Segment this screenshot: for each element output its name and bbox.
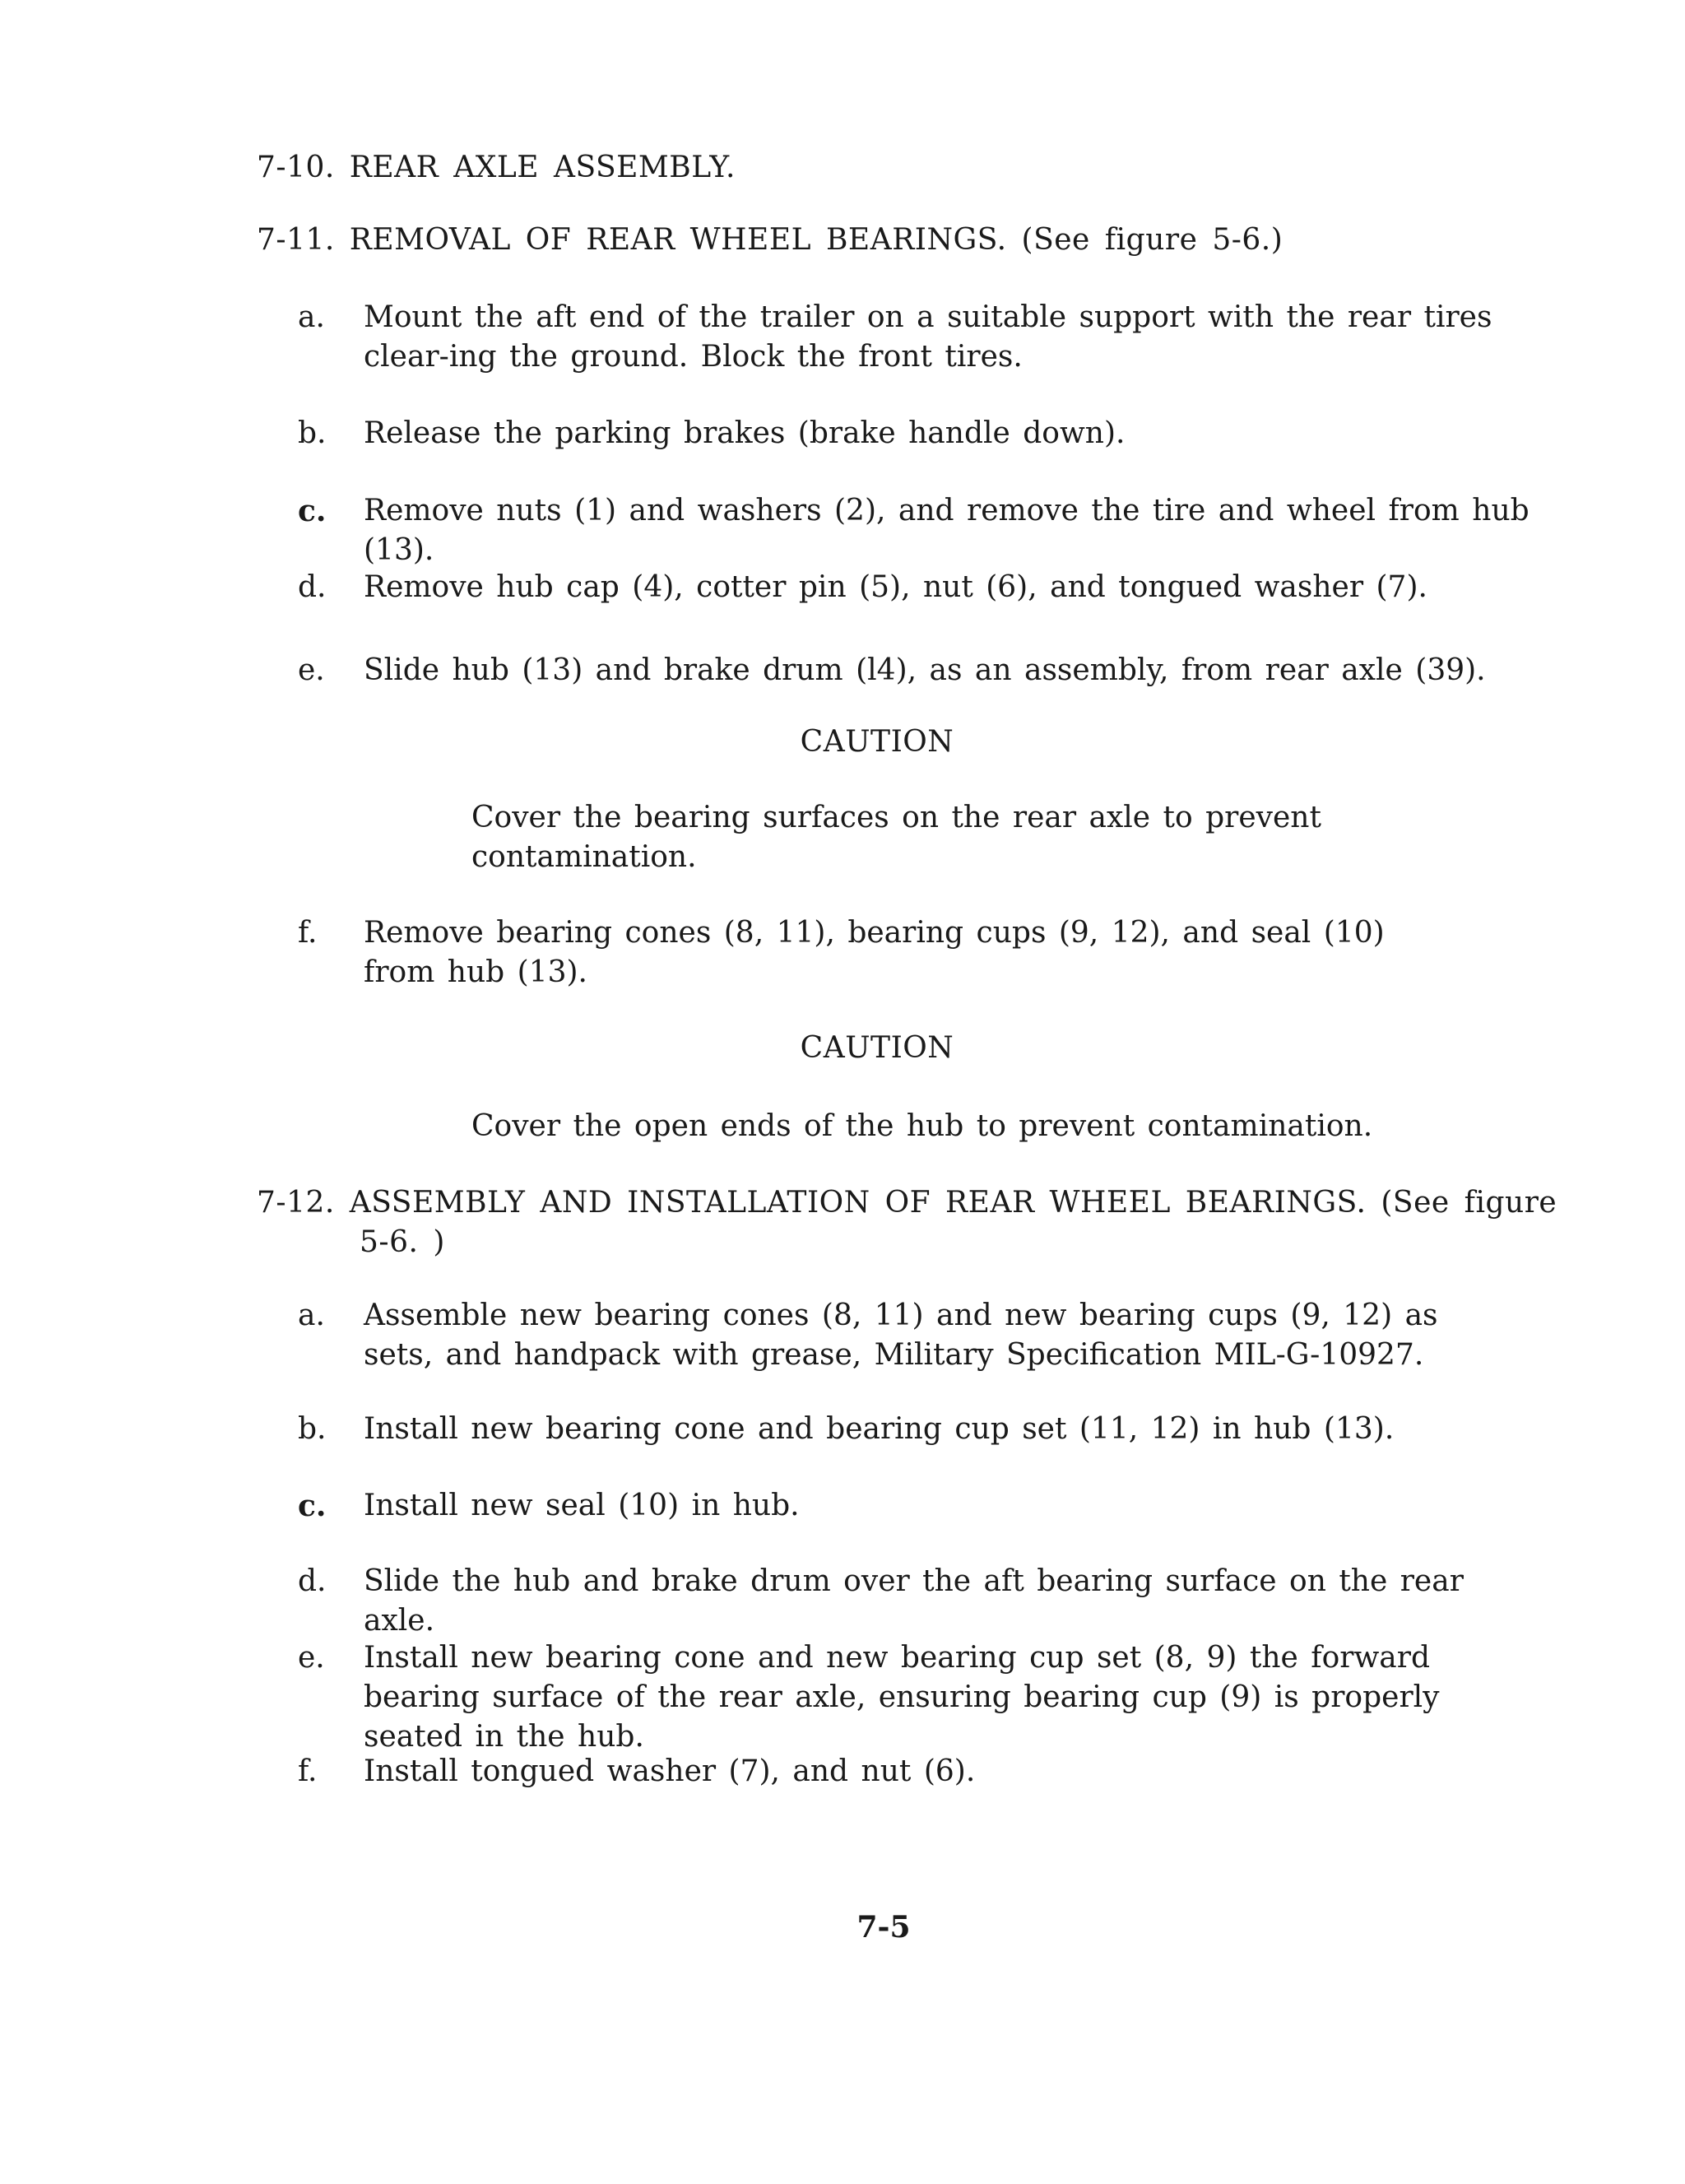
step-7-11-e <box>298 651 1532 690</box>
step-letter: a. <box>298 300 325 334</box>
step-text: Install new seal (10) in hub. <box>364 1489 800 1522</box>
step-text: Slide hub (13) and brake drum (l4), as an assembly, from rear axle (39). <box>364 653 1486 687</box>
step-7-11-b <box>298 414 1532 453</box>
step-text: Mount the aft end of the trailer on a suitable support with the rear tires clear-ing the ground. Block the front tires. <box>364 300 1492 374</box>
step-text: Remove hub cap (4), cotter pin (5), nut (6), and tongued washer (7). <box>364 570 1427 604</box>
page-number: 7-5 <box>856 1910 911 1945</box>
step-7-11-d <box>298 568 1532 607</box>
step-7-11-a <box>298 298 1532 377</box>
step-letter: b. <box>298 416 327 450</box>
step-letter: c. <box>298 494 327 528</box>
step-7-12-c <box>298 1486 1532 1526</box>
step-letter: f. <box>298 1754 318 1788</box>
step-text: Install new bearing cone and new bearing cup set (8, 9) the forward bearing surface of the rear axle, ensuring bearing cup (9) is properly seated in the hub. <box>364 1641 1440 1754</box>
step-letter: a. <box>298 1299 325 1332</box>
section-heading-7-10: 7-10. REAR AXLE ASSEMBLY. <box>257 151 736 184</box>
section-heading-7-12 <box>257 1183 1557 1262</box>
step-7-12-b <box>298 1410 1532 1449</box>
caution-heading: CAUTION <box>800 725 954 759</box>
step-letter: e. <box>298 653 325 687</box>
caution-text: Cover the bearing surfaces on the rear axle to prevent contamination. <box>471 801 1321 874</box>
step-text: Release the parking brakes (brake handle down). <box>364 416 1126 450</box>
step-7-12-d <box>298 1562 1532 1641</box>
step-letter: b. <box>298 1412 327 1446</box>
section-heading-text-continued: 5-6. ) <box>360 1225 445 1259</box>
step-text: Install new bearing cone and bearing cup set (11, 12) in hub (13). <box>364 1412 1395 1446</box>
section-heading-text: 7-12. ASSEMBLY AND INSTALLATION OF REAR WHEEL BEARINGS. (See figure <box>257 1186 1557 1220</box>
section-heading-7-11: 7-11. REMOVAL OF REAR WHEEL BEARINGS. (See figure 5-6.) <box>257 223 1283 257</box>
step-letter: d. <box>298 1564 327 1598</box>
caution-heading: CAUTION <box>800 1031 954 1065</box>
step-7-11-c <box>298 491 1532 570</box>
step-text: Remove nuts (1) and washers (2), and remove the tire and wheel from hub (13). <box>364 494 1529 567</box>
step-letter: d. <box>298 570 327 604</box>
step-text: Slide the hub and brake drum over the aft bearing surface on the rear axle. <box>364 1564 1464 1638</box>
step-7-12-a <box>298 1296 1532 1375</box>
step-7-12-f <box>298 1752 1532 1791</box>
step-text: Install tongued washer (7), and nut (6). <box>364 1754 976 1788</box>
caution-text: Cover the open ends of the hub to prevent contamination. <box>471 1109 1373 1143</box>
step-7-11-f <box>298 913 1532 992</box>
step-text: Remove bearing cones (8, 11), bearing cups (9, 12), and seal (10) from hub (13). <box>364 916 1385 989</box>
step-letter: c. <box>298 1489 327 1523</box>
step-letter: e. <box>298 1641 325 1675</box>
step-7-12-e <box>298 1638 1532 1757</box>
step-text: Assemble new bearing cones (8, 11) and new bearing cups (9, 12) as sets, and handpack with grease, Military Specification MIL-G-10927. <box>364 1299 1438 1372</box>
step-letter: f. <box>298 916 318 950</box>
